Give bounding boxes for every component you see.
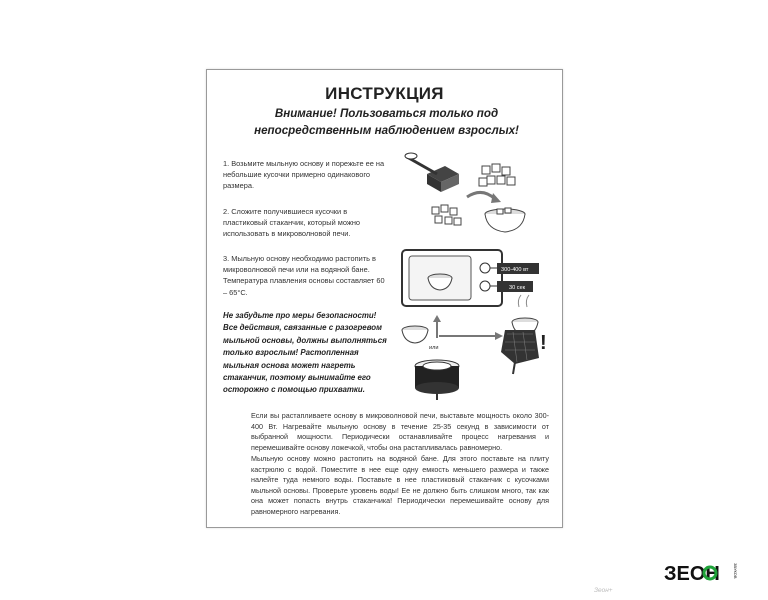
- page-title: ИНСТРУКЦИЯ: [325, 84, 444, 103]
- knife-cut-illustration: [405, 153, 459, 192]
- soap-cubes-top: [479, 164, 515, 186]
- logo-side-text: ЗВУКОВ: [733, 563, 738, 579]
- watermark: Зеон+: [594, 587, 613, 594]
- exclamation-icon: !: [540, 332, 547, 354]
- arrow-right-icon: [467, 192, 495, 199]
- zeon-logo: [664, 560, 746, 584]
- safety-note: Не забудьте про меры безопасности! Все действия, связанные с разогревом мыльной основы, должны выполняться только взрослым! Растопленная мыльная основа может нагреть стаканчик, поэтому вынимайте его осторожно с помощью прихватки.: [223, 311, 387, 395]
- or-label: или: [429, 345, 439, 351]
- warning-text: Внимание! Пользоваться только под непосредственным наблюдением взрослых!: [254, 107, 519, 137]
- power-label: 300-400 вт: [501, 267, 529, 273]
- cup-small-illustration: [402, 326, 428, 343]
- step-2-text: 2. Сложите получившиеся кусочки в пластиковый стаканчик, который можно использовать в микроволновой печи.: [223, 207, 361, 239]
- water-bath-illustration: [415, 360, 459, 400]
- water-bath-paragraph: Мыльную основу можно растопить на водяной бане. Для этого поставьте на плиту кастрюлю с водой. Поместите в нее еще одну емкость меньшего размера и также налейте туда немного воды. Поставьте в нее пластиковый стаканчик с кусочками мыльной основы. Проверьте уровень воды! Ее не должно быть слишком много, так как она может попасть внутрь стаканчика! Периодически перемешивайте основу для равномерного нагревания.: [251, 454, 549, 516]
- instruction-sheet: [206, 69, 563, 528]
- step-1-text: 1. Возьмите мыльную основу и порежьте ее на небольшие кусочки примерно одинакового размера.: [223, 159, 385, 191]
- time-label: 30 сек: [509, 285, 526, 291]
- microwave-illustration: [402, 250, 502, 306]
- microwave-paragraph: Если вы растапливаете основу в микроволновой печи, выставьте мощность около 300-400 Вт. Нагревайте мыльную основу в течение 25-35 секунд в зависимости от выбранной мощности. Периодически останавливайте процесс нагревания и перемешивайте основу ложечкой, чтобы она растапливалась равномерно.: [251, 411, 549, 452]
- soap-cubes-left: [432, 205, 461, 225]
- plastic-cup-illustration: [485, 208, 525, 232]
- instruction-illustration: [397, 152, 557, 412]
- step-3-text: 3. Мыльную основу необходимо растопить в микроволновой печи или на водяной бане. Температура плавления основы составляет 60 – 65°С.: [223, 254, 385, 297]
- logo-text: ЗЕОН: [664, 563, 720, 584]
- oven-mitt-illustration: [501, 295, 539, 374]
